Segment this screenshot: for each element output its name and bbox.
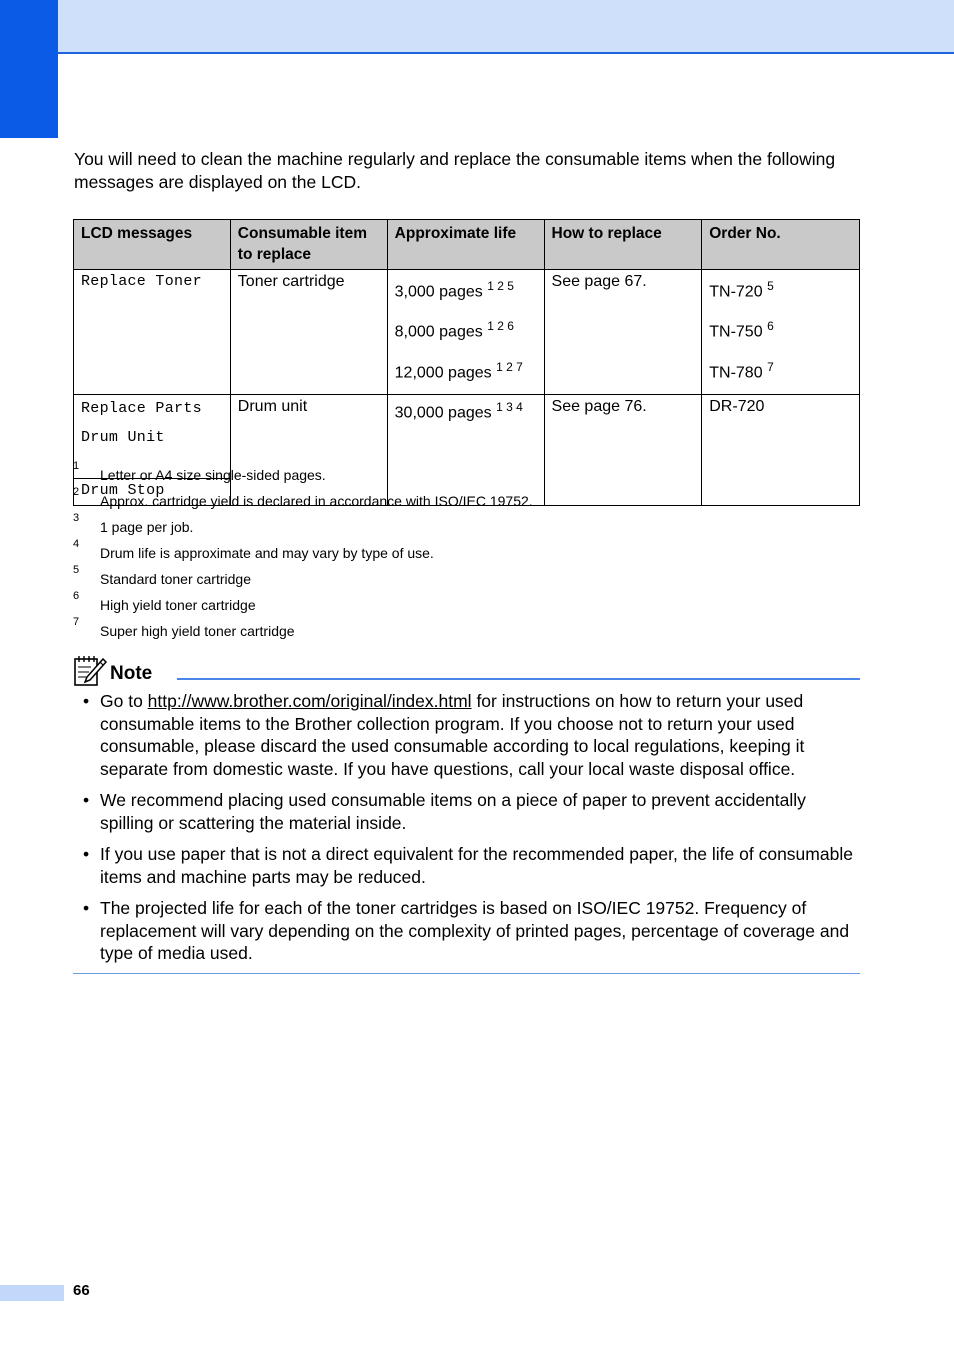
footnotes [73, 460, 773, 645]
table-header-row [74, 220, 860, 270]
footnote: 7 Super high yield toner cartridge [73, 616, 295, 639]
brother-link[interactable]: http://www.brother.com/original/index.html [147, 691, 472, 711]
footnote: 1 Letter or A4 size single-sided pages. [73, 460, 326, 483]
item-cell: Toner cartridge [230, 270, 387, 395]
order-value: TN-780 $^7$ [709, 359, 774, 381]
header-order-no: Order No. [702, 220, 860, 270]
life-value: 3,000 pages $^{1 2 5}$ [394, 279, 514, 301]
lcd-message-cell [74, 270, 231, 395]
order-cell: DR-720 [702, 394, 860, 505]
header-lcd-messages: LCD messages [74, 220, 231, 270]
table-row [74, 270, 860, 395]
life-value: 12,000 pages $^{1 2 7}$ [394, 359, 523, 381]
list-item: • The projected life for each of the toner cartridges is based on ISO/IEC 19752. Frequency of replacement will vary depending on the complexity of printed pages, percentage of coverage and type of media used. [83, 898, 850, 963]
life-value: 30,000 pages [394, 404, 492, 422]
how-cell: See page 76. [544, 394, 702, 505]
lcd-message: Replace Parts [81, 399, 202, 417]
chapter-tab [0, 0, 58, 138]
note-divider [177, 678, 860, 680]
note-bottom-rule [73, 973, 860, 974]
header-how-to-replace: How to replace [544, 220, 702, 270]
note-bullets [73, 690, 859, 974]
list-item: • If you use paper that is not a direct equivalent for the recommended paper, the life of consumable items and machine parts may be reduced. [83, 844, 853, 887]
order-cell [702, 270, 860, 395]
how-cell: See page 67. [544, 270, 702, 395]
list-item: • We recommend placing used consumable items on a piece of paper to prevent accidentally spilling or scattering the material inside. [83, 790, 806, 833]
life-value: 8,000 pages $^{1 2 6}$ [394, 319, 514, 341]
footnote: 6 High yield toner cartridge [73, 590, 256, 613]
intro-paragraph: You will need to clean the machine regularly and replace the consumable items when the following messages are displayed on the LCD. [74, 149, 836, 192]
footnote: 5 Standard toner cartridge [73, 564, 251, 587]
footnote: 3 1 page per job. [73, 512, 194, 535]
order-value: TN-750 $^6$ [709, 319, 774, 341]
header-consumable-item: Consumable item to replace [230, 220, 387, 270]
page-number-tab [0, 1285, 64, 1301]
footnote: 2 Approx. cartridge yield is declared in accordance with ISO/IEC 19752. [73, 486, 533, 509]
footnote: 4 Drum life is approximate and may vary by type of use. [73, 538, 434, 561]
lcd-message: Drum Unit [81, 428, 165, 446]
note-pencil-icon [73, 655, 107, 687]
life-footnote-refs: 1 3 4 [496, 399, 523, 414]
life-cell [387, 270, 544, 395]
lcd-message: Drum Stop [81, 481, 165, 499]
note-label: Note [110, 663, 153, 684]
header-approximate-life: Approximate life [387, 220, 544, 270]
list-item: • Go to http://www.brother.com/original/index.html for instructions on how to return your used consumable items to the Brother collection program. If you choose not to return your used consumable, please discard the used consumable according to local regulations, keeping it separate from domestic waste. If you have questions, call your local waste disposal office. [83, 691, 805, 779]
lcd-message: Replace Toner [81, 273, 202, 290]
order-value: TN-720 $^5$ [709, 279, 774, 301]
item-cell: Drum unit [230, 394, 387, 505]
note-header [73, 655, 860, 687]
header-band [0, 0, 954, 54]
page-number: 66 [73, 1282, 90, 1299]
